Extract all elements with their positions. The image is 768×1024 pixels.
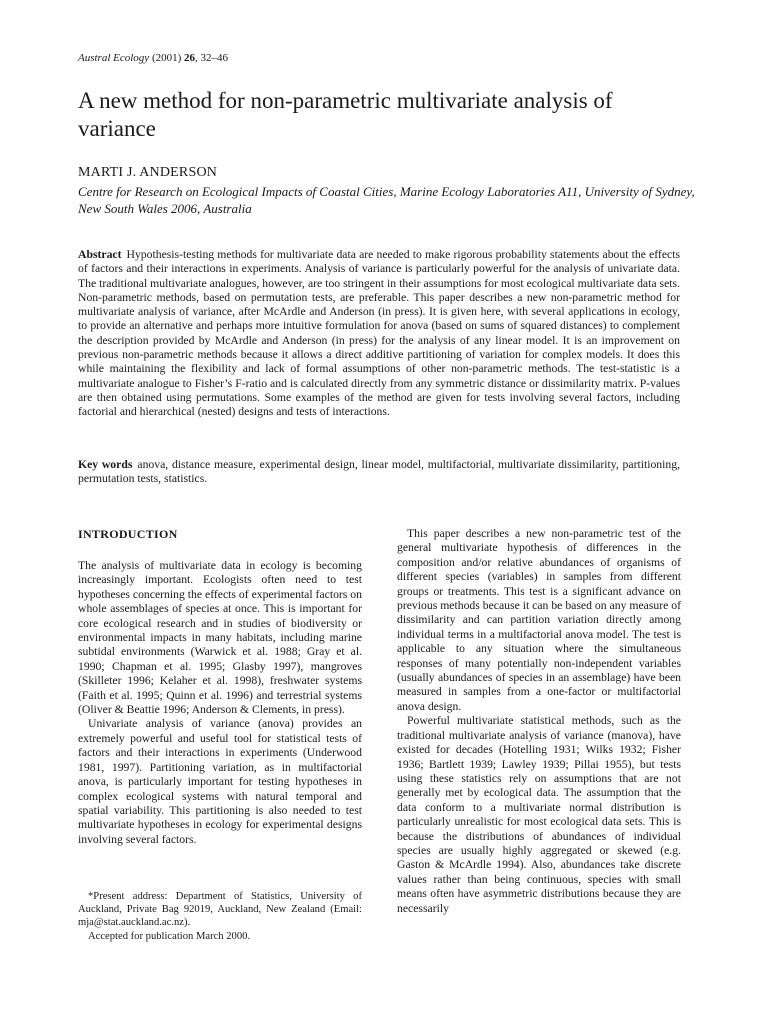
keywords-label: Key words	[78, 458, 133, 471]
author-affiliation: Centre for Research on Ecological Impacts of Coastal Cities, Marine Ecology Laboratories A11, University of Sydney, New South Wales 2006, Australia	[78, 184, 695, 216]
paper-title: A new method for non-parametric multivariate analysis of variance	[78, 88, 613, 141]
journal-year: (2001)	[151, 52, 182, 64]
section-heading-introduction: INTRODUCTION	[78, 527, 178, 541]
author-name: MARTI J. ANDERSON	[78, 165, 218, 180]
abstract-text: Hypothesis-testing methods for multivariate data are needed to make rigorous probability statements about the effects of factors and their interactions in experiments. Analysis of variance is particularly powerful for the analysis of univariate data. The traditional multivariate analogues, however, are too stringent in their assumptions for most ecological multivariate data sets. Non-parametric methods, based on permutation tests, are preferable. This paper describes a new non-parametric method for multivariate analysis of variance, after McArdle and Anderson (in press). It is given here, with several applications in ecology, to provide an alternative and perhaps more intuitive formulation for anova (based on sums of squared distances) to complement the description provided by McArdle and Anderson (in press) for the analysis of any linear model. It is an improvement on previous non-parametric methods because it allows a direct additive partitioning of variation for complex models. It does this while maintaining the flexibility and lack of formal assumptions of other non-parametric methods. The test-statistic is a multivariate analogue to Fisher’s F-ratio and is calculated directly from any symmetric distance or dissimilarity matrix. P-values are then obtained using permutations. Some examples of the method are given for tests involving several factors, including factorial and hierarchical (nested) designs and tests of interactions.	[78, 248, 680, 419]
body-paragraph: This paper describes a new non-parametric test of the general multivariate hypothesis of differences in the composition and/or relative abundances of organisms of different species (variables) in samples from different groups or treatments. This test is a significant advance on previous methods because it can be based on any measure of dissimilarity and can partition variation directly among individual terms in a multifactorial anova model. The test is applicable to any situation where the simultaneous responses of many potentially non-independent variables (usually abundances of species in an assemblage) have been measured in samples from a one-factor or multifactorial anova design.	[397, 527, 681, 713]
footnote-address: *Present address: Department of Statistics, University of Auckland, Private Bag 92019, Auckland, New Zealand (Email: mja@stat.auckland.ac.nz).	[78, 891, 362, 929]
left-column	[78, 527, 362, 847]
journal-name: Austral Ecology	[78, 52, 150, 64]
footnote	[78, 890, 362, 943]
journal-pages: , 32–46	[195, 52, 229, 64]
right-column	[397, 527, 681, 916]
abstract-label: Abstract	[78, 248, 122, 261]
body-paragraph: The analysis of multivariate data in ecology is becoming increasingly important. Ecologists often need to test hypotheses concerning the effects of experimental factors on whole assemblages of species at once. This is important for core ecological research and in studies of biodiversity or environmental impacts in many habitats, including marine subtidal environments (Warwick et al. 1988; Gray et al. 1990; Chapman et al. 1995; Glasby 1997), mangroves (Skilleter 1996; Kelaher et al. 1998), freshwater systems (Faith et al. 1995; Quinn et al. 1996) and terrestrial systems (Oliver & Beattie 1996; Anderson & Clements, in press).	[78, 559, 362, 717]
body-paragraph: Powerful multivariate statistical methods, such as the traditional multivariate analysis of variance (manova), have existed for decades (Hotelling 1931; Wilks 1932; Fisher 1936; Bartlett 1939; Lawley 1939; Pillai 1955), but tests using these statistics rely on assumptions that are not generally met by ecological data. The assumption that the data conform to a multivariate normal distribution is particularly unrealistic for most ecological data sets. This is because the distributions of abundances of individual species are usually highly aggregated or skewed (e.g. Gaston & McArdle 1994). Also, abundances take discrete values rather than being continuous, species with small means often have asymmetric distributions because they are necessarily	[397, 714, 681, 915]
keywords-text: anova, distance measure, experimental design, linear model, multifactorial, multivariate dissimilarity, partitioning, permutation tests, statistics.	[78, 458, 680, 486]
body-paragraph: Univariate analysis of variance (anova) provides an extremely powerful and useful tool for statistical tests of factors and their interactions in experiments (Underwood 1981, 1997). Partitioning variation, as in multifactorial anova, is particularly important for testing hypotheses in complex ecological systems with natural temporal and spatial variability. This partitioning is also needed to test multivariate hypotheses in ecology for experimental designs involving several factors.	[78, 717, 362, 846]
keywords	[78, 458, 680, 487]
footnote-accepted: Accepted for publication March 2000.	[88, 930, 251, 942]
journal-citation	[78, 51, 228, 65]
journal-volume: 26	[184, 52, 196, 64]
abstract	[78, 248, 680, 420]
